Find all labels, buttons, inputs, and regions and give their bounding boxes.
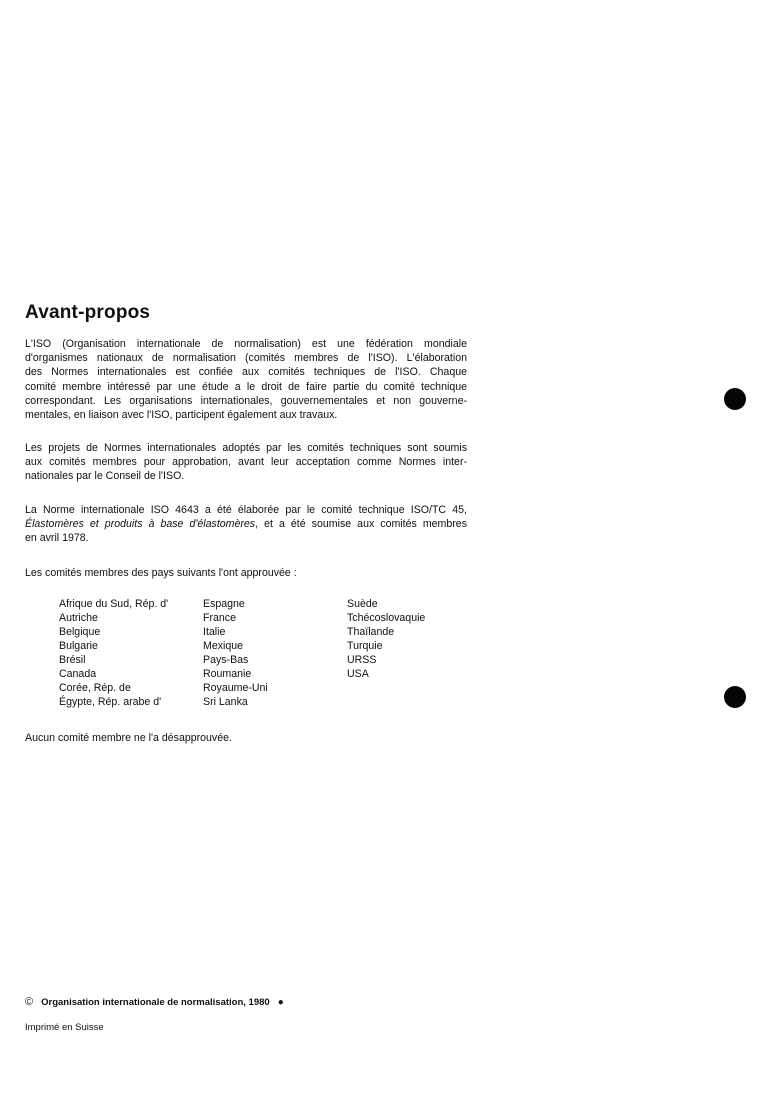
text-line: correspondant. Les organisations internationales, gouvernementales et non gouverne- — [25, 394, 467, 407]
text-line: aux comités membres pour approbation, avant leur acceptation comme Normes inter- — [25, 456, 467, 469]
text-line: en avril 1978. — [25, 532, 89, 545]
text-line: d'organismes nationaux de normalisation (comités membres de l'ISO). L'élaboration — [25, 352, 467, 365]
copyright-icon: © — [25, 996, 34, 1008]
country-item: Italie — [203, 626, 226, 638]
text-line: nationales par le Conseil de l'ISO. — [25, 470, 185, 483]
country-item: Sri Lanka — [203, 696, 248, 708]
country-item: Turquie — [347, 640, 383, 652]
paragraph-draft-standards — [25, 441, 467, 484]
country-item: France — [203, 612, 236, 624]
copyright-line — [25, 996, 284, 1008]
country-item: Tchécoslovaquie — [347, 612, 426, 624]
copyright-text: Organisation internationale de normalisation, 1980 — [41, 997, 270, 1008]
paragraph-no-disapproval: Aucun comité membre ne l'a désapprouvée. — [25, 732, 232, 744]
text-line: comité membre intéressé par une étude a le droit de faire partie du comité technique — [25, 380, 467, 393]
text-line: des Normes internationales est confiée aux comités techniques de l'ISO. Chaque — [25, 366, 467, 379]
country-item: Royaume-Uni — [203, 682, 268, 694]
text-fragment: , et a été soumise aux comités membres — [255, 518, 467, 531]
binder-hole-icon — [724, 686, 746, 708]
bullet-icon: ● — [277, 997, 284, 1008]
text-line: L'ISO (Organisation internationale de normalisation) est une fédération mondiale — [25, 338, 467, 350]
text-line: mentales, en liaison avec l'ISO, participent également aux travaux. — [25, 409, 338, 422]
country-item: Brésil — [59, 654, 86, 666]
committee-title: Élastomères et produits à base d'élastomères — [25, 518, 256, 531]
country-item: Pays-Bas — [203, 654, 249, 666]
country-item: Roumanie — [203, 668, 252, 680]
text-line: La Norme internationale ISO 4643 a été élaborée par le comité technique ISO/TC 45, — [25, 504, 467, 516]
text-line — [25, 517, 467, 531]
printed-in-note: Imprimé en Suisse — [25, 1022, 104, 1033]
paragraph-standard-origin — [25, 503, 467, 546]
country-item: Autriche — [59, 612, 98, 624]
country-item: URSS — [347, 654, 377, 666]
paragraph-iso-intro — [25, 337, 467, 422]
country-item: USA — [347, 668, 369, 680]
country-list-column-2 — [203, 597, 268, 709]
country-item: Espagne — [203, 598, 245, 610]
country-item: Belgique — [59, 626, 101, 638]
text-line: Les projets de Normes internationales adoptés par les comités techniques sont soumis — [25, 442, 467, 454]
country-item: Bulgarie — [59, 640, 98, 652]
country-item: Suède — [347, 598, 378, 610]
country-item: Canada — [59, 668, 97, 680]
binder-hole-icon — [724, 388, 746, 410]
country-item: Mexique — [203, 640, 244, 652]
country-item: Corée, Rép. de — [59, 682, 131, 694]
paragraph-approval-intro: Les comités membres des pays suivants l'ont approuvée : — [25, 567, 297, 579]
country-item: Égypte, Rép. arabe d' — [59, 696, 162, 708]
country-item: Thaïlande — [347, 626, 395, 638]
page-title: Avant-propos — [25, 302, 151, 323]
country-list-column-3 — [347, 597, 425, 681]
country-item: Afrique du Sud, Rép. d' — [59, 598, 169, 610]
country-list-column-1 — [59, 597, 168, 709]
